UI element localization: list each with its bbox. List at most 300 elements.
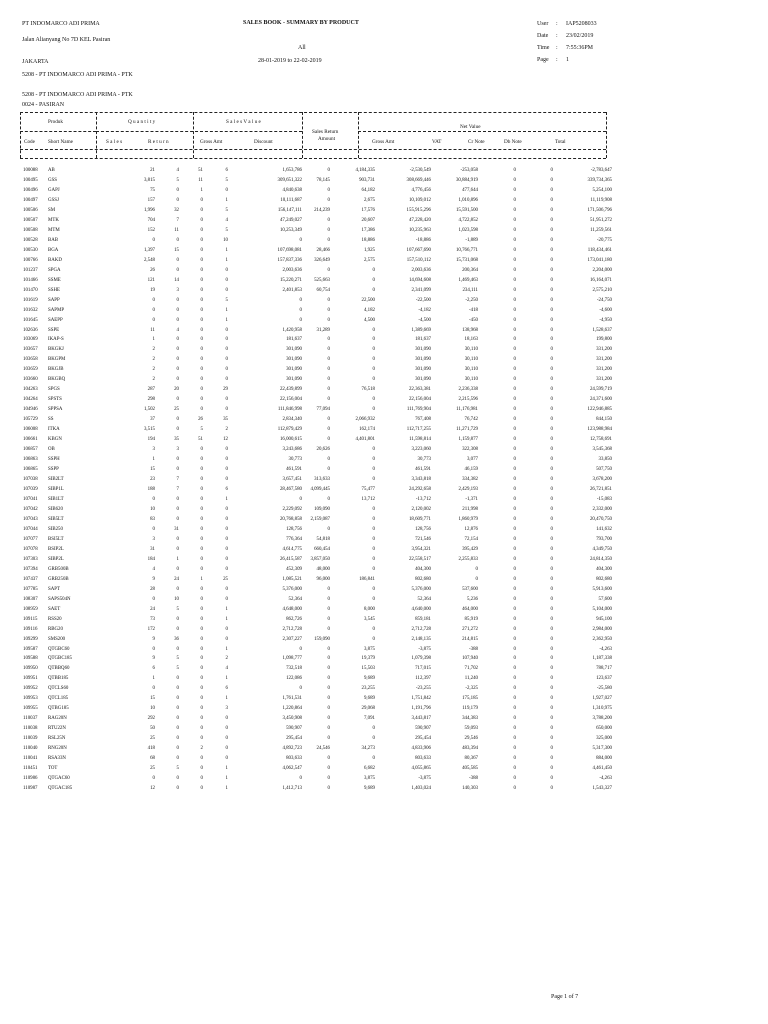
product-code: 107785 — [23, 586, 38, 592]
qty-sales: 0 — [152, 776, 155, 782]
product-code: 110038 — [23, 726, 38, 732]
sales-return-amount: 4,401,801 — [355, 437, 375, 443]
vat: -450 — [469, 317, 478, 323]
table-row — [20, 326, 768, 336]
qty-sales: 28 — [150, 586, 155, 592]
qty-return: 0 — [200, 287, 203, 293]
gross-amt: 0 — [299, 297, 302, 303]
qty-return-free: 0 — [225, 756, 228, 762]
product-code: 100495 — [23, 177, 38, 183]
discount: 28,466 — [316, 247, 330, 253]
qty-return: 0 — [200, 327, 203, 333]
qty-return-free: 0 — [225, 736, 228, 742]
product-code: 105729 — [23, 417, 38, 423]
total: 788,717 — [596, 666, 612, 672]
gross-amt: 112,879,429 — [277, 427, 302, 433]
cr-note: 0 — [513, 556, 516, 562]
vat: 30,110 — [464, 377, 478, 383]
qty-sales-free: 0 — [176, 516, 179, 522]
qty-sales: 121 — [147, 277, 155, 283]
db-note: 0 — [550, 576, 553, 582]
gross-amt: 22,439,899 — [279, 387, 302, 393]
total: 1,543,327 — [592, 786, 612, 792]
short-name: SPSTS — [48, 397, 62, 403]
page-of: Page 1 of 7 — [551, 994, 579, 1000]
db-note: 0 — [550, 267, 553, 273]
qty-sales: 704 — [147, 217, 155, 223]
gross-amt: 776,364 — [286, 536, 302, 542]
net-gross-amt: 301,090 — [415, 377, 431, 383]
qty-return: 0 — [200, 387, 203, 393]
qty-sales-free: 0 — [176, 397, 179, 403]
data-rows — [20, 166, 768, 794]
discount: 0 — [327, 786, 330, 792]
db-note: 0 — [550, 636, 553, 642]
cr-note: 0 — [513, 566, 516, 572]
user-label: User — [537, 21, 549, 27]
total: 331,200 — [596, 367, 612, 373]
branch-line-1: 5208 - PT INDOMARCO ADI PRIMA - PTK — [22, 72, 133, 78]
sales-return-amount: 0 — [372, 287, 375, 293]
vat: 5,236 — [466, 596, 478, 602]
cr-note: 0 — [513, 736, 516, 742]
sales-return-amount: 23,255 — [361, 686, 375, 692]
db-note: 0 — [550, 716, 553, 722]
vat: -1,371 — [465, 496, 478, 502]
db-note: 0 — [550, 556, 553, 562]
col-net-gross: Gross Amt — [372, 139, 395, 145]
cr-note: 0 — [513, 387, 516, 393]
qty-sales-free: 0 — [176, 467, 179, 473]
gross-amt: 10,111,687 — [280, 197, 302, 203]
net-gross-amt: 301,090 — [415, 347, 431, 353]
qty-return: 0 — [200, 267, 203, 273]
short-name: SAPS504N — [48, 596, 71, 602]
qty-return-free: 1 — [225, 496, 228, 502]
short-name: RTU22N — [48, 726, 66, 732]
short-name: OB — [48, 447, 55, 453]
short-name: QTCLS60 — [48, 686, 69, 692]
vat: 1,159,877 — [458, 437, 478, 443]
db-note: 0 — [550, 347, 553, 353]
sales-return-amount: 1,925 — [363, 247, 375, 253]
short-name: SIB250 — [48, 526, 63, 532]
short-name: RSA33N — [48, 756, 66, 762]
sales-return-amount: 17,386 — [361, 227, 375, 233]
total: 57,600 — [598, 596, 612, 602]
vat: 464,000 — [462, 606, 478, 612]
gross-amt: 3,243,686 — [282, 447, 302, 453]
sales-return-amount: 2,675 — [363, 197, 375, 203]
product-code: 109952 — [23, 686, 38, 692]
db-note: 0 — [550, 756, 553, 762]
report-filter: All — [298, 45, 306, 51]
qty-sales-free: 0 — [176, 427, 179, 433]
product-code: 100507 — [23, 217, 38, 223]
discount: 0 — [327, 217, 330, 223]
net-gross-amt: 47,228,420 — [408, 217, 431, 223]
qty-sales-free: 0 — [176, 187, 179, 193]
product-code: 110986 — [23, 776, 38, 782]
sales-return-amount: 3,875 — [363, 776, 375, 782]
short-name: AB — [48, 168, 55, 173]
gross-amt: 2,401,853 — [282, 287, 302, 293]
cr-note: 0 — [513, 237, 516, 243]
sales-return-amount: 3,545 — [363, 616, 375, 622]
db-note: 0 — [550, 387, 553, 393]
table-row — [20, 445, 768, 455]
qty-return-free: 1 — [225, 307, 228, 313]
cr-note: 0 — [513, 716, 516, 722]
discount: 4,099,445 — [310, 487, 330, 492]
sales-return-amount: 22,500 — [361, 297, 375, 303]
db-note: 0 — [550, 516, 553, 522]
qty-sales-free: 0 — [176, 736, 179, 742]
cr-note: 0 — [513, 776, 516, 782]
sales-return-amount: 0 — [372, 367, 375, 373]
qty-return-free: 0 — [225, 516, 228, 522]
net-gross-amt: 112,717,255 — [406, 427, 431, 433]
qty-return: 0 — [200, 247, 203, 253]
branch-line-2: 5208 - PT INDOMARCO ADI PRIMA - PTK — [22, 92, 133, 98]
qty-sales: 287 — [147, 387, 155, 393]
company-address: Jalan Alianyang No 7D KEL Pasiran — [22, 37, 111, 43]
total: -4,950 — [599, 317, 612, 323]
total: 2,575,210 — [592, 287, 612, 293]
cr-note: 0 — [513, 666, 516, 672]
sales-return-amount: 9,689 — [363, 696, 375, 702]
discount: 0 — [327, 367, 330, 373]
qty-sales-free: 24 — [174, 576, 179, 582]
total: 20,470,750 — [589, 516, 612, 522]
vat: 2,255,833 — [458, 556, 478, 562]
product-code: 109951 — [23, 676, 38, 682]
net-gross-amt: 107,667,690 — [406, 247, 431, 253]
discount: 0 — [327, 686, 330, 692]
qty-return: 0 — [200, 516, 203, 522]
qty-sales: 37 — [150, 417, 155, 423]
total: 339,734,365 — [587, 177, 612, 183]
total: 33,850 — [598, 457, 612, 463]
net-gross-amt: 1,389,669 — [411, 327, 431, 333]
net-gross-amt: -23,255 — [415, 686, 431, 692]
qty-return: 0 — [200, 786, 203, 792]
qty-sales: 184 — [147, 556, 155, 562]
discount: 0 — [327, 427, 330, 433]
qty-return: 0 — [200, 706, 203, 712]
db-note: 0 — [550, 606, 553, 612]
qty-sales: 0 — [152, 526, 155, 532]
qty-sales: 26 — [150, 267, 155, 273]
total: 1,927,027 — [592, 696, 612, 702]
net-gross-amt: 3,443,817 — [411, 716, 431, 722]
qty-sales-free: 0 — [176, 377, 179, 383]
db-note: 0 — [550, 168, 553, 173]
sales-return-amount: 4,182 — [363, 307, 375, 313]
qty-sales-free: 0 — [176, 686, 179, 692]
net-gross-amt: -3,875 — [418, 646, 431, 652]
total: -4,263 — [599, 646, 612, 652]
qty-sales: 73 — [150, 616, 155, 622]
cr-note: 0 — [513, 177, 516, 183]
cr-note: 0 — [513, 287, 516, 293]
product-code: 109588 — [23, 656, 38, 662]
sales-return-amount: 75,477 — [361, 487, 375, 492]
db-note: 0 — [550, 546, 553, 552]
vat: 140,303 — [462, 786, 478, 792]
cr-note: 0 — [513, 496, 516, 502]
total: 325,000 — [596, 736, 612, 742]
sales-return-amount: 13,712 — [361, 496, 375, 502]
vat: 76,742 — [464, 417, 478, 423]
qty-return: 0 — [200, 766, 203, 772]
product-code: 107303 — [23, 556, 38, 562]
short-name: SMS200 — [48, 636, 66, 642]
qty-sales: 194 — [147, 437, 155, 443]
net-gross-amt: 128,756 — [415, 526, 431, 532]
short-name: BAB — [48, 237, 59, 243]
product-code: 101645 — [23, 317, 38, 323]
db-note: 0 — [550, 217, 553, 223]
qty-return: 51 — [198, 168, 203, 173]
sales-return-amount: 0 — [372, 596, 375, 602]
vat: 0 — [475, 566, 478, 572]
db-note: 0 — [550, 736, 553, 742]
qty-sales-free: 0 — [176, 317, 179, 323]
qty-sales-free: 0 — [176, 506, 179, 512]
short-name: QTCL185 — [48, 696, 69, 702]
net-gross-amt: 10,235,963 — [408, 227, 431, 233]
qty-return-free: 6 — [225, 168, 228, 173]
total: 3,788,200 — [592, 716, 612, 722]
vat: 15,591,500 — [455, 207, 478, 213]
qty-return-free: 0 — [225, 546, 228, 552]
total: 3,678,200 — [592, 477, 612, 483]
qty-return: 0 — [200, 756, 203, 762]
date-colon: : — [556, 33, 558, 39]
total: 2,332,000 — [592, 506, 612, 512]
net-gross-amt: 30,773 — [417, 457, 431, 463]
db-note: 0 — [550, 367, 553, 373]
discount: 0 — [327, 676, 330, 682]
product-code: 107043 — [23, 516, 38, 522]
net-gross-amt: -13,712 — [415, 496, 431, 502]
sales-return-amount: 0 — [372, 467, 375, 473]
qty-sales: 1 — [152, 457, 155, 463]
cr-note: 0 — [513, 187, 516, 193]
qty-sales-free: 0 — [176, 417, 179, 423]
table-row — [20, 286, 768, 296]
discount: 0 — [327, 337, 330, 343]
table-row — [20, 236, 768, 246]
table-row — [20, 615, 768, 625]
table-row — [20, 714, 768, 724]
sales-return-amount: 64,182 — [361, 187, 375, 193]
discount: 0 — [327, 586, 330, 592]
sales-return-amount: 0 — [372, 636, 375, 642]
product-code: 108307 — [23, 596, 38, 602]
product-code: 107437 — [23, 576, 38, 582]
sales-return-amount: 0 — [372, 626, 375, 632]
product-code: 107038 — [23, 477, 38, 483]
short-name: QTBG185 — [48, 706, 69, 712]
report-period: 28-01-2019 to 22-02-2019 — [258, 58, 322, 64]
sales-return-amount: 6,682 — [363, 766, 375, 772]
cr-note: 0 — [513, 536, 516, 542]
db-note: 0 — [550, 397, 553, 403]
qty-sales: 31 — [150, 546, 155, 552]
total: 650,000 — [596, 726, 612, 732]
short-name: SAPMP — [48, 307, 65, 313]
qty-return-free: 0 — [225, 477, 228, 483]
cr-note: 0 — [513, 477, 516, 483]
qty-return: 5 — [200, 427, 203, 433]
qty-sales: 11 — [150, 327, 155, 333]
col-vat: VAT — [432, 139, 442, 145]
qty-sales: 2 — [152, 357, 155, 363]
short-name: SPGS — [48, 387, 60, 393]
total: 5,104,000 — [592, 606, 612, 612]
table-row — [20, 754, 768, 764]
sales-return-amount: 0 — [372, 377, 375, 383]
gross-amt: 1,085,521 — [282, 576, 302, 582]
qty-return: 2 — [200, 746, 203, 752]
qty-sales-free: 15 — [174, 247, 179, 253]
short-name: BAKD — [48, 257, 62, 263]
table-row — [20, 385, 768, 395]
qty-return-free: 0 — [225, 596, 228, 602]
short-name: SSHE — [48, 287, 60, 293]
vat: 29,546 — [464, 736, 478, 742]
discount: 313,633 — [314, 477, 330, 483]
db-note: 0 — [550, 227, 553, 233]
cr-note: 0 — [513, 676, 516, 682]
product-code: 102636 — [23, 327, 38, 333]
vat: 405,585 — [462, 766, 478, 772]
table-row — [20, 784, 768, 794]
vat: 322,308 — [462, 447, 478, 453]
table-row — [20, 246, 768, 256]
discount: 0 — [327, 317, 330, 323]
discount: 0 — [327, 187, 330, 193]
table-row — [20, 495, 768, 505]
product-code: 109116 — [23, 626, 38, 632]
qty-return: 0 — [200, 467, 203, 473]
sales-return-amount: 18,886 — [361, 237, 375, 243]
qty-return: 0 — [200, 257, 203, 263]
short-name: SPPSA — [48, 407, 63, 413]
qty-return: 1 — [200, 187, 203, 193]
discount: 0 — [327, 227, 330, 233]
product-code: 109299 — [23, 636, 38, 642]
short-name: SIB5LT — [48, 516, 64, 522]
col-gross-amt: Gross Amt — [200, 139, 223, 145]
db-note: 0 — [550, 197, 553, 203]
qty-return: 0 — [200, 197, 203, 203]
qty-sales: 0 — [152, 297, 155, 303]
gross-amt: 1,220,864 — [282, 706, 302, 712]
net-gross-amt: -4,500 — [418, 317, 431, 323]
table-row — [20, 485, 768, 495]
qty-sales: 1,502 — [143, 407, 155, 413]
qty-return: 0 — [200, 736, 203, 742]
qty-return-free: 0 — [225, 586, 228, 592]
short-name: BSIP2L — [48, 546, 64, 552]
sales-return-amount: 0 — [372, 566, 375, 572]
cr-note: 0 — [513, 417, 516, 423]
net-gross-amt: 4,776,456 — [411, 187, 431, 193]
qty-sales: 0 — [152, 317, 155, 323]
db-note: 0 — [550, 307, 553, 313]
gross-amt: 4,840,638 — [282, 187, 302, 193]
product-code: 101632 — [23, 307, 38, 313]
company-city: JAKARTA — [22, 59, 49, 65]
sales-return-amount: 17,576 — [361, 207, 375, 213]
qty-return: 0 — [200, 277, 203, 283]
qty-sales-free: 0 — [176, 197, 179, 203]
qty-sales-free: 3 — [176, 447, 179, 453]
qty-return: 0 — [200, 716, 203, 722]
db-note: 0 — [550, 317, 553, 323]
product-code: 106661 — [23, 437, 38, 443]
qty-return: 0 — [200, 566, 203, 572]
total: 2,362,950 — [592, 636, 612, 642]
table-row — [20, 335, 768, 345]
qty-sales: 1,996 — [143, 207, 155, 213]
sales-return-amount: 4,500 — [363, 317, 375, 323]
qty-sales: 172 — [147, 626, 155, 632]
qty-return: 0 — [200, 447, 203, 453]
table-row — [20, 425, 768, 435]
vat: 0 — [475, 576, 478, 582]
cr-note: 0 — [513, 766, 516, 772]
short-name: BGA — [48, 247, 59, 253]
qty-sales: 9 — [152, 656, 155, 662]
cr-note: 0 — [513, 247, 516, 253]
net-gross-amt: 52,364 — [417, 596, 431, 602]
qty-sales-free: 7 — [176, 217, 179, 223]
gross-amt: 0 — [299, 307, 302, 313]
qty-sales: 157 — [147, 197, 155, 203]
qty-return-free: 0 — [225, 267, 228, 273]
qty-sales-free: 0 — [176, 746, 179, 752]
sales-return-amount: 0 — [372, 457, 375, 463]
product-code: 104946 — [23, 407, 38, 413]
short-name: GRB250B — [48, 576, 69, 582]
discount: 0 — [327, 496, 330, 502]
gross-amt: 803,633 — [286, 756, 302, 762]
qty-sales: 0 — [152, 237, 155, 243]
cr-note: 0 — [513, 267, 516, 273]
table-row — [20, 395, 768, 405]
product-code: 110039 — [23, 736, 38, 742]
total: 802,680 — [596, 576, 612, 582]
qty-sales: 24 — [150, 606, 155, 612]
gross-amt: 47,249,027 — [279, 217, 302, 223]
qty-return-free: 0 — [225, 526, 228, 532]
gross-amt: 0 — [299, 646, 302, 652]
total: 199,800 — [596, 337, 612, 343]
cr-note: 0 — [513, 487, 516, 492]
db-note: 0 — [550, 646, 553, 652]
discount: 0 — [327, 656, 330, 662]
table-row — [20, 465, 768, 475]
net-gross-amt: 1,191,796 — [411, 706, 431, 712]
db-note: 0 — [550, 467, 553, 473]
sales-return-amount: 20,607 — [361, 217, 375, 223]
gross-amt: 26,415,587 — [279, 556, 302, 562]
qty-return-free: 2 — [225, 427, 228, 433]
